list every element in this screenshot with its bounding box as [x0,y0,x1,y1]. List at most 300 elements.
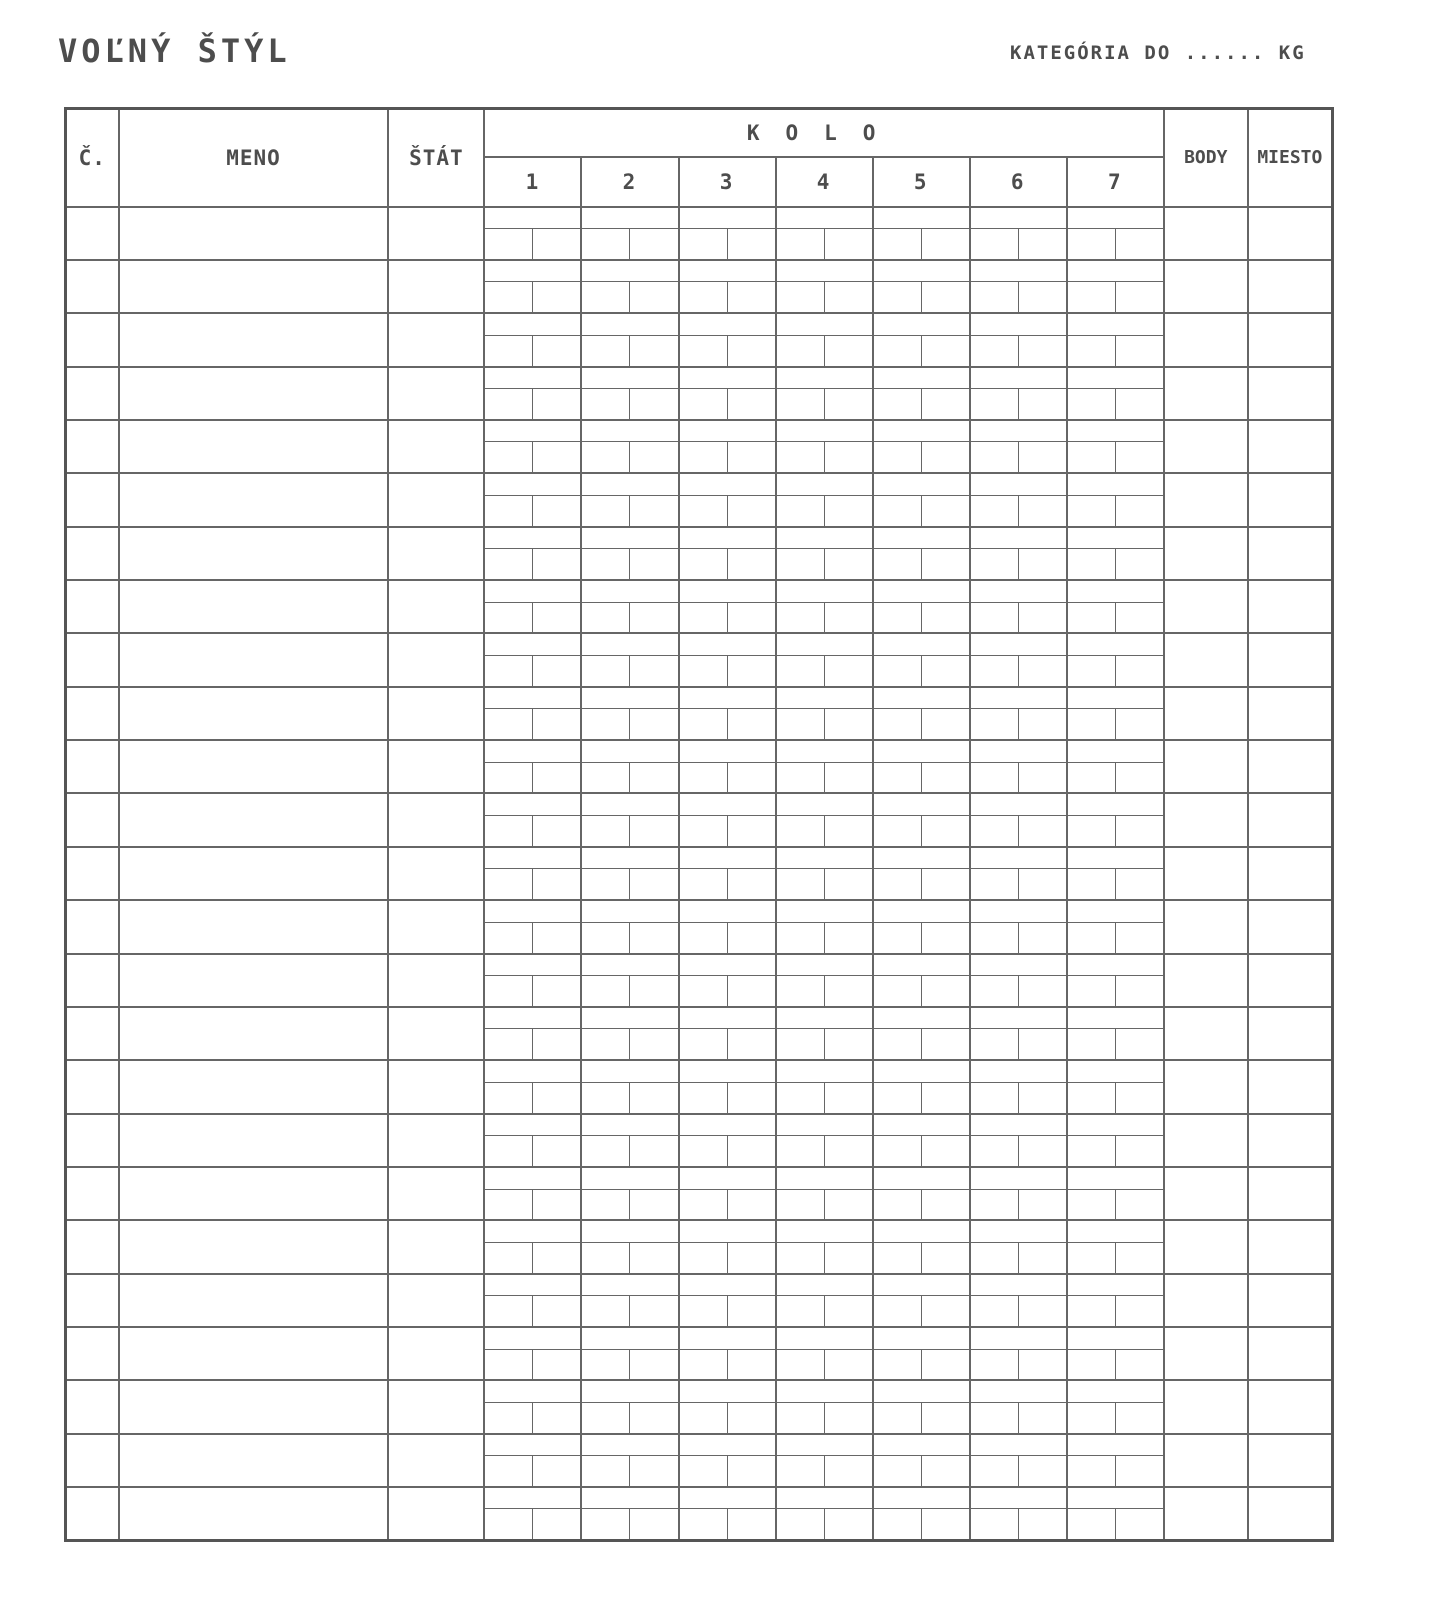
round-score-left[interactable] [874,1402,922,1433]
round-score-right[interactable] [1019,1508,1066,1539]
round-cell[interactable] [581,1220,678,1273]
round-score-right[interactable] [825,1028,872,1059]
number-cell[interactable] [66,207,119,260]
round-cell[interactable] [1067,1060,1164,1113]
round-score-left[interactable] [1068,815,1116,846]
round-score-right[interactable] [728,708,775,739]
round-score-right[interactable] [1019,762,1066,793]
round-opponent-box[interactable] [1068,688,1163,710]
round-score-right[interactable] [1019,335,1066,366]
round-cell[interactable] [581,793,678,846]
round-score-right[interactable] [825,1082,872,1113]
round-cell[interactable] [873,207,970,260]
round-opponent-box[interactable] [582,314,677,336]
round-score-right[interactable] [922,1028,969,1059]
round-cell[interactable] [1067,420,1164,473]
round-score-right[interactable] [1116,548,1163,579]
points-cell[interactable] [1164,1380,1248,1433]
round-opponent-box[interactable] [485,261,580,283]
round-opponent-box[interactable] [680,208,775,230]
round-score-left[interactable] [582,922,630,953]
round-score-right[interactable] [630,548,677,579]
round-cell[interactable] [970,847,1067,900]
round-score-right[interactable] [825,1242,872,1273]
round-score-right[interactable] [533,335,580,366]
round-opponent-box[interactable] [874,1008,969,1030]
round-score-left[interactable] [485,1455,533,1486]
round-score-left[interactable] [582,975,630,1006]
round-cell[interactable] [1067,580,1164,633]
country-cell[interactable] [388,740,484,793]
round-score-right[interactable] [728,1402,775,1433]
round-score-right[interactable] [1116,1349,1163,1380]
round-opponent-box[interactable] [874,1168,969,1190]
round-cell[interactable] [1067,207,1164,260]
number-cell[interactable] [66,260,119,313]
round-score-right[interactable] [533,708,580,739]
name-cell[interactable] [119,633,389,686]
round-opponent-box[interactable] [874,1221,969,1243]
number-cell[interactable] [66,633,119,686]
round-opponent-box[interactable] [777,688,872,710]
round-score-left[interactable] [874,1028,922,1059]
round-cell[interactable] [776,793,873,846]
round-score-left[interactable] [680,975,728,1006]
round-opponent-box[interactable] [680,794,775,816]
round-score-left[interactable] [485,762,533,793]
round-score-right[interactable] [728,1135,775,1166]
round-score-left[interactable] [971,1135,1019,1166]
round-cell[interactable] [581,1274,678,1327]
round-score-left[interactable] [1068,1135,1116,1166]
round-opponent-box[interactable] [874,634,969,656]
round-opponent-box[interactable] [971,1275,1066,1297]
round-score-left[interactable] [582,868,630,899]
round-score-left[interactable] [874,335,922,366]
round-score-left[interactable] [485,228,533,259]
round-score-left[interactable] [485,1242,533,1273]
round-opponent-box[interactable] [485,741,580,763]
name-cell[interactable] [119,260,389,313]
round-score-left[interactable] [680,548,728,579]
round-cell[interactable] [679,633,776,686]
round-cell[interactable] [679,260,776,313]
round-score-left[interactable] [1068,388,1116,419]
round-opponent-box[interactable] [485,421,580,443]
round-cell[interactable] [484,1380,581,1433]
round-opponent-box[interactable] [874,848,969,870]
round-cell[interactable] [873,1380,970,1433]
round-score-left[interactable] [680,762,728,793]
round-opponent-box[interactable] [680,1008,775,1030]
round-score-left[interactable] [485,495,533,526]
round-opponent-box[interactable] [1068,1008,1163,1030]
round-score-right[interactable] [1019,1082,1066,1113]
round-score-left[interactable] [874,975,922,1006]
round-score-left[interactable] [777,1028,825,1059]
round-score-left[interactable] [1068,228,1116,259]
round-cell[interactable] [1067,313,1164,366]
round-score-left[interactable] [680,1028,728,1059]
number-cell[interactable] [66,1487,119,1540]
round-opponent-box[interactable] [582,528,677,550]
round-score-right[interactable] [630,228,677,259]
round-score-right[interactable] [922,228,969,259]
round-opponent-box[interactable] [1068,848,1163,870]
round-opponent-box[interactable] [485,1221,580,1243]
place-cell[interactable] [1248,260,1333,313]
round-opponent-box[interactable] [582,368,677,390]
round-score-right[interactable] [922,868,969,899]
round-opponent-box[interactable] [485,1381,580,1403]
round-opponent-box[interactable] [582,581,677,603]
round-opponent-box[interactable] [485,1061,580,1083]
round-score-left[interactable] [680,1402,728,1433]
round-opponent-box[interactable] [485,208,580,230]
round-score-left[interactable] [971,335,1019,366]
round-score-right[interactable] [728,1242,775,1273]
round-cell[interactable] [873,1060,970,1113]
place-cell[interactable] [1248,1274,1333,1327]
round-score-left[interactable] [680,1295,728,1326]
round-opponent-box[interactable] [874,901,969,923]
round-score-left[interactable] [582,602,630,633]
points-cell[interactable] [1164,527,1248,580]
round-score-left[interactable] [582,1242,630,1273]
round-score-left[interactable] [874,441,922,472]
round-score-left[interactable] [971,1028,1019,1059]
round-score-right[interactable] [630,281,677,312]
round-cell[interactable] [776,313,873,366]
place-cell[interactable] [1248,1434,1333,1487]
round-score-left[interactable] [971,1082,1019,1113]
points-cell[interactable] [1164,1327,1248,1380]
round-score-right[interactable] [1019,1295,1066,1326]
round-score-left[interactable] [680,815,728,846]
round-score-left[interactable] [582,281,630,312]
round-cell[interactable] [484,793,581,846]
round-opponent-box[interactable] [1068,1168,1163,1190]
round-score-right[interactable] [728,228,775,259]
round-score-left[interactable] [777,1295,825,1326]
country-cell[interactable] [388,1380,484,1433]
round-cell[interactable] [776,633,873,686]
points-cell[interactable] [1164,740,1248,793]
name-cell[interactable] [119,1434,389,1487]
number-cell[interactable] [66,954,119,1007]
round-cell[interactable] [1067,847,1164,900]
round-score-right[interactable] [1019,975,1066,1006]
round-score-right[interactable] [533,922,580,953]
round-score-left[interactable] [485,975,533,1006]
round-score-right[interactable] [728,335,775,366]
round-opponent-box[interactable] [582,1381,677,1403]
round-cell[interactable] [776,900,873,953]
round-opponent-box[interactable] [1068,1435,1163,1457]
points-cell[interactable] [1164,580,1248,633]
round-opponent-box[interactable] [874,314,969,336]
place-cell[interactable] [1248,1220,1333,1273]
round-opponent-box[interactable] [874,261,969,283]
round-score-left[interactable] [1068,1508,1116,1539]
round-score-left[interactable] [485,868,533,899]
round-opponent-box[interactable] [680,1168,775,1190]
round-cell[interactable] [679,1487,776,1540]
round-cell[interactable] [970,420,1067,473]
round-score-right[interactable] [630,1455,677,1486]
round-score-right[interactable] [922,1349,969,1380]
points-cell[interactable] [1164,420,1248,473]
round-cell[interactable] [873,687,970,740]
round-opponent-box[interactable] [582,1328,677,1350]
round-score-right[interactable] [825,495,872,526]
round-score-right[interactable] [630,388,677,419]
round-opponent-box[interactable] [680,1221,775,1243]
round-cell[interactable] [581,740,678,793]
round-score-right[interactable] [825,228,872,259]
round-opponent-box[interactable] [582,848,677,870]
round-score-left[interactable] [680,708,728,739]
round-score-left[interactable] [777,815,825,846]
round-score-left[interactable] [874,868,922,899]
round-score-right[interactable] [922,1455,969,1486]
round-score-right[interactable] [1116,1189,1163,1220]
round-score-left[interactable] [582,655,630,686]
number-cell[interactable] [66,1327,119,1380]
round-score-right[interactable] [630,922,677,953]
round-cell[interactable] [484,740,581,793]
round-opponent-box[interactable] [485,1168,580,1190]
round-score-right[interactable] [533,228,580,259]
round-opponent-box[interactable] [485,848,580,870]
number-cell[interactable] [66,1220,119,1273]
round-score-right[interactable] [533,1242,580,1273]
round-cell[interactable] [679,1167,776,1220]
round-score-left[interactable] [680,228,728,259]
round-cell[interactable] [1067,687,1164,740]
round-score-left[interactable] [874,495,922,526]
country-cell[interactable] [388,1167,484,1220]
round-score-right[interactable] [1019,1028,1066,1059]
round-score-right[interactable] [1116,602,1163,633]
round-cell[interactable] [1067,954,1164,1007]
round-score-right[interactable] [533,281,580,312]
round-opponent-box[interactable] [680,1328,775,1350]
round-opponent-box[interactable] [582,1061,677,1083]
round-cell[interactable] [1067,793,1164,846]
round-score-left[interactable] [582,1508,630,1539]
country-cell[interactable] [388,1327,484,1380]
round-opponent-box[interactable] [1068,901,1163,923]
round-opponent-box[interactable] [680,1435,775,1457]
round-score-right[interactable] [922,762,969,793]
round-score-left[interactable] [971,228,1019,259]
round-cell[interactable] [1067,367,1164,420]
number-cell[interactable] [66,1434,119,1487]
round-score-right[interactable] [1019,1402,1066,1433]
round-score-left[interactable] [582,1295,630,1326]
round-cell[interactable] [873,420,970,473]
round-score-left[interactable] [680,495,728,526]
round-score-left[interactable] [485,708,533,739]
round-score-right[interactable] [1019,922,1066,953]
country-cell[interactable] [388,1114,484,1167]
round-score-right[interactable] [922,388,969,419]
round-cell[interactable] [776,1434,873,1487]
round-score-left[interactable] [874,655,922,686]
round-score-right[interactable] [630,441,677,472]
round-opponent-box[interactable] [680,474,775,496]
round-cell[interactable] [581,207,678,260]
round-score-left[interactable] [485,441,533,472]
round-score-left[interactable] [874,1242,922,1273]
round-cell[interactable] [970,1434,1067,1487]
round-cell[interactable] [873,1167,970,1220]
round-opponent-box[interactable] [874,1061,969,1083]
round-score-left[interactable] [777,388,825,419]
round-score-left[interactable] [582,708,630,739]
round-opponent-box[interactable] [1068,421,1163,443]
number-cell[interactable] [66,740,119,793]
place-cell[interactable] [1248,1327,1333,1380]
name-cell[interactable] [119,847,389,900]
round-cell[interactable] [776,1220,873,1273]
place-cell[interactable] [1248,954,1333,1007]
round-score-left[interactable] [777,868,825,899]
round-cell[interactable] [970,313,1067,366]
number-cell[interactable] [66,1007,119,1060]
round-cell[interactable] [970,1220,1067,1273]
round-score-left[interactable] [971,1295,1019,1326]
round-score-left[interactable] [971,868,1019,899]
round-cell[interactable] [581,1060,678,1113]
round-cell[interactable] [1067,1487,1164,1540]
round-cell[interactable] [679,900,776,953]
round-opponent-box[interactable] [971,208,1066,230]
round-score-left[interactable] [777,1402,825,1433]
round-score-right[interactable] [630,815,677,846]
round-score-left[interactable] [874,388,922,419]
round-opponent-box[interactable] [971,528,1066,550]
round-opponent-box[interactable] [777,741,872,763]
round-opponent-box[interactable] [777,1061,872,1083]
round-score-right[interactable] [533,975,580,1006]
round-score-left[interactable] [680,1508,728,1539]
round-score-left[interactable] [485,1349,533,1380]
round-score-left[interactable] [1068,1028,1116,1059]
round-cell[interactable] [1067,740,1164,793]
round-opponent-box[interactable] [582,1115,677,1137]
round-opponent-box[interactable] [582,1221,677,1243]
points-cell[interactable] [1164,1007,1248,1060]
round-score-left[interactable] [874,708,922,739]
round-score-right[interactable] [630,1402,677,1433]
round-opponent-box[interactable] [1068,955,1163,977]
country-cell[interactable] [388,847,484,900]
round-score-left[interactable] [971,548,1019,579]
round-score-left[interactable] [680,602,728,633]
round-cell[interactable] [679,527,776,580]
name-cell[interactable] [119,367,389,420]
round-opponent-box[interactable] [971,848,1066,870]
round-cell[interactable] [970,1327,1067,1380]
round-score-right[interactable] [1116,922,1163,953]
round-score-right[interactable] [728,602,775,633]
round-cell[interactable] [581,1007,678,1060]
round-score-right[interactable] [825,868,872,899]
round-score-left[interactable] [971,495,1019,526]
round-score-left[interactable] [582,441,630,472]
round-score-right[interactable] [825,388,872,419]
round-cell[interactable] [873,313,970,366]
round-score-left[interactable] [777,655,825,686]
round-cell[interactable] [873,1274,970,1327]
place-cell[interactable] [1248,847,1333,900]
place-cell[interactable] [1248,1380,1333,1433]
place-cell[interactable] [1248,1167,1333,1220]
round-score-left[interactable] [777,602,825,633]
points-cell[interactable] [1164,847,1248,900]
round-opponent-box[interactable] [1068,1061,1163,1083]
round-cell[interactable] [484,1487,581,1540]
round-opponent-box[interactable] [680,955,775,977]
round-score-right[interactable] [1116,1135,1163,1166]
round-score-right[interactable] [728,868,775,899]
round-score-left[interactable] [971,975,1019,1006]
points-cell[interactable] [1164,1167,1248,1220]
round-score-left[interactable] [874,1082,922,1113]
round-cell[interactable] [484,473,581,526]
country-cell[interactable] [388,1434,484,1487]
round-score-right[interactable] [533,1082,580,1113]
round-opponent-box[interactable] [582,1435,677,1457]
round-score-left[interactable] [874,1295,922,1326]
round-score-left[interactable] [582,1082,630,1113]
round-score-left[interactable] [1068,441,1116,472]
round-score-right[interactable] [825,281,872,312]
place-cell[interactable] [1248,633,1333,686]
round-score-right[interactable] [1116,1455,1163,1486]
round-score-right[interactable] [1116,1082,1163,1113]
round-score-left[interactable] [582,388,630,419]
round-opponent-box[interactable] [485,581,580,603]
round-score-right[interactable] [825,922,872,953]
round-opponent-box[interactable] [680,1488,775,1509]
number-cell[interactable] [66,1114,119,1167]
round-cell[interactable] [679,1007,776,1060]
name-cell[interactable] [119,1007,389,1060]
round-cell[interactable] [873,633,970,686]
round-opponent-box[interactable] [777,1168,872,1190]
country-cell[interactable] [388,1487,484,1540]
round-opponent-box[interactable] [1068,1381,1163,1403]
round-cell[interactable] [679,740,776,793]
round-cell[interactable] [679,313,776,366]
round-cell[interactable] [1067,1220,1164,1273]
round-score-right[interactable] [1019,708,1066,739]
round-opponent-box[interactable] [874,581,969,603]
round-score-left[interactable] [777,1082,825,1113]
round-score-right[interactable] [1116,868,1163,899]
round-cell[interactable] [970,1060,1067,1113]
round-opponent-box[interactable] [971,421,1066,443]
round-score-left[interactable] [582,1189,630,1220]
round-score-left[interactable] [485,922,533,953]
round-opponent-box[interactable] [582,955,677,977]
round-opponent-box[interactable] [777,1008,872,1030]
round-cell[interactable] [581,580,678,633]
round-opponent-box[interactable] [971,688,1066,710]
